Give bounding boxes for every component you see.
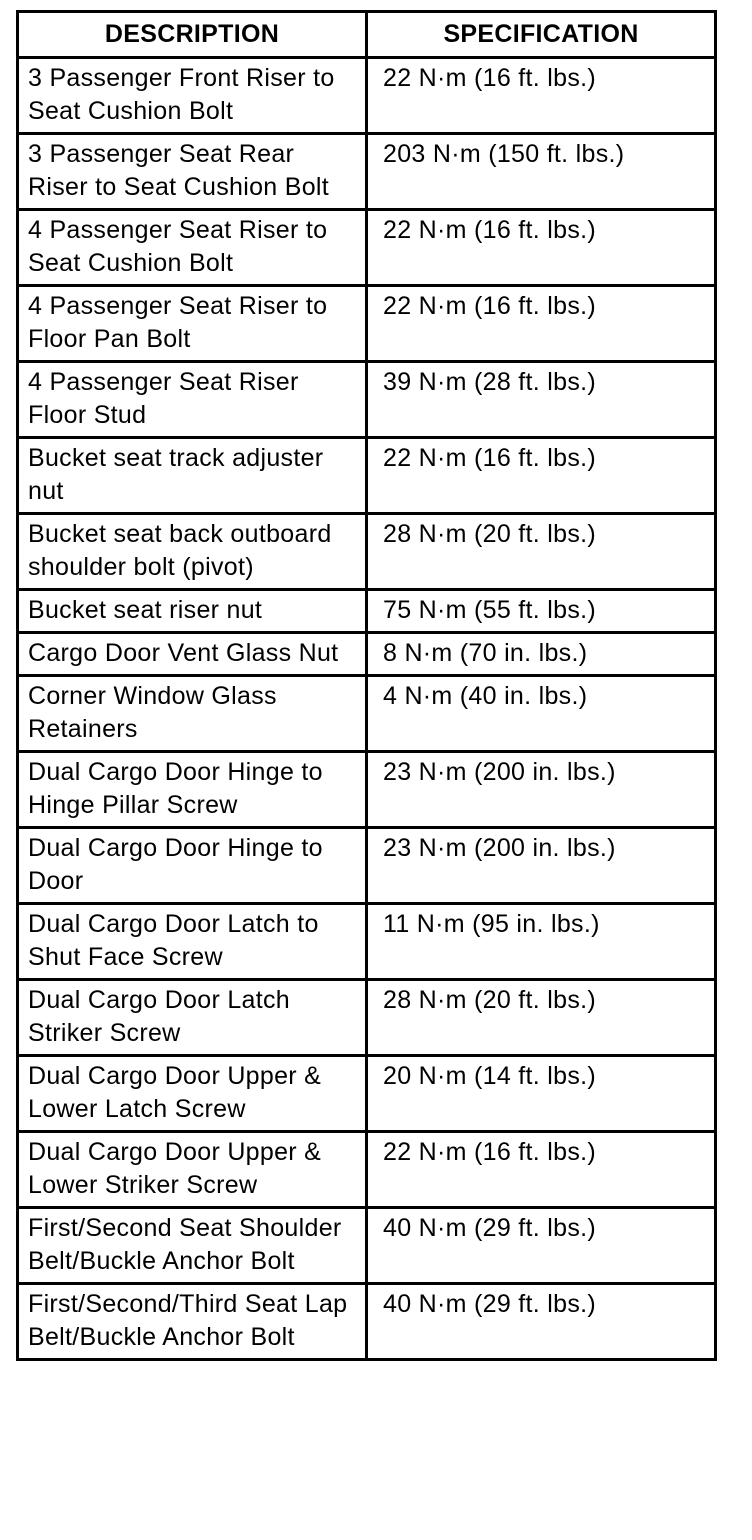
row-description: Bucket seat back outboard shoulder bolt (pivot) — [18, 514, 367, 590]
row-description: 3 Passenger Seat Rear Riser to Seat Cushion Bolt — [18, 134, 367, 210]
row-specification: 203 N·m (150 ft. lbs.) — [367, 134, 716, 210]
row-specification: 39 N·m (28 ft. lbs.) — [367, 362, 716, 438]
table-row — [18, 752, 716, 828]
table-row — [18, 1132, 716, 1208]
table-row — [18, 828, 716, 904]
row-description: 3 Passenger Front Riser to Seat Cushion Bolt — [18, 58, 367, 134]
row-specification: 11 N·m (95 in. lbs.) — [367, 904, 716, 980]
row-description: Bucket seat track adjuster nut — [18, 438, 367, 514]
table-row — [18, 1056, 716, 1132]
table-row — [18, 286, 716, 362]
table-header-row — [18, 12, 716, 58]
row-description: Dual Cargo Door Latch to Shut Face Screw — [18, 904, 367, 980]
row-specification: 22 N·m (16 ft. lbs.) — [367, 286, 716, 362]
table-row — [18, 438, 716, 514]
table-row — [18, 1208, 716, 1284]
row-specification: 22 N·m (16 ft. lbs.) — [367, 438, 716, 514]
table-row — [18, 904, 716, 980]
row-specification: 28 N·m (20 ft. lbs.) — [367, 980, 716, 1056]
table-row — [18, 1284, 716, 1360]
row-specification: 23 N·m (200 in. lbs.) — [367, 828, 716, 904]
row-description: Corner Window Glass Retainers — [18, 676, 367, 752]
row-specification: 4 N·m (40 in. lbs.) — [367, 676, 716, 752]
row-description: 4 Passenger Seat Riser Floor Stud — [18, 362, 367, 438]
row-description: Cargo Door Vent Glass Nut — [18, 633, 367, 676]
row-specification: 8 N·m (70 in. lbs.) — [367, 633, 716, 676]
table-row — [18, 980, 716, 1056]
row-specification: 20 N·m (14 ft. lbs.) — [367, 1056, 716, 1132]
table-row — [18, 676, 716, 752]
table-row — [18, 633, 716, 676]
row-specification: 23 N·m (200 in. lbs.) — [367, 752, 716, 828]
table-row — [18, 590, 716, 633]
table-row — [18, 134, 716, 210]
row-description: Dual Cargo Door Upper & Lower Striker Screw — [18, 1132, 367, 1208]
row-specification: 40 N·m (29 ft. lbs.) — [367, 1284, 716, 1360]
row-description: 4 Passenger Seat Riser to Seat Cushion Bolt — [18, 210, 367, 286]
row-description: First/Second/Third Seat Lap Belt/Buckle Anchor Bolt — [18, 1284, 367, 1360]
header-description: DESCRIPTION — [18, 12, 367, 58]
table-row — [18, 514, 716, 590]
row-specification: 22 N·m (16 ft. lbs.) — [367, 210, 716, 286]
table-row — [18, 210, 716, 286]
row-specification: 22 N·m (16 ft. lbs.) — [367, 58, 716, 134]
row-specification: 22 N·m (16 ft. lbs.) — [367, 1132, 716, 1208]
table-body — [18, 58, 716, 1360]
table-row — [18, 58, 716, 134]
row-specification: 75 N·m (55 ft. lbs.) — [367, 590, 716, 633]
header-specification: SPECIFICATION — [367, 12, 716, 58]
row-description: Bucket seat riser nut — [18, 590, 367, 633]
row-description: Dual Cargo Door Hinge to Door — [18, 828, 367, 904]
torque-spec-table — [16, 10, 717, 1361]
row-specification: 28 N·m (20 ft. lbs.) — [367, 514, 716, 590]
row-specification: 40 N·m (29 ft. lbs.) — [367, 1208, 716, 1284]
row-description: 4 Passenger Seat Riser to Floor Pan Bolt — [18, 286, 367, 362]
row-description: Dual Cargo Door Latch Striker Screw — [18, 980, 367, 1056]
row-description: First/Second Seat Shoulder Belt/Buckle Anchor Bolt — [18, 1208, 367, 1284]
table-row — [18, 362, 716, 438]
row-description: Dual Cargo Door Hinge to Hinge Pillar Screw — [18, 752, 367, 828]
row-description: Dual Cargo Door Upper & Lower Latch Screw — [18, 1056, 367, 1132]
